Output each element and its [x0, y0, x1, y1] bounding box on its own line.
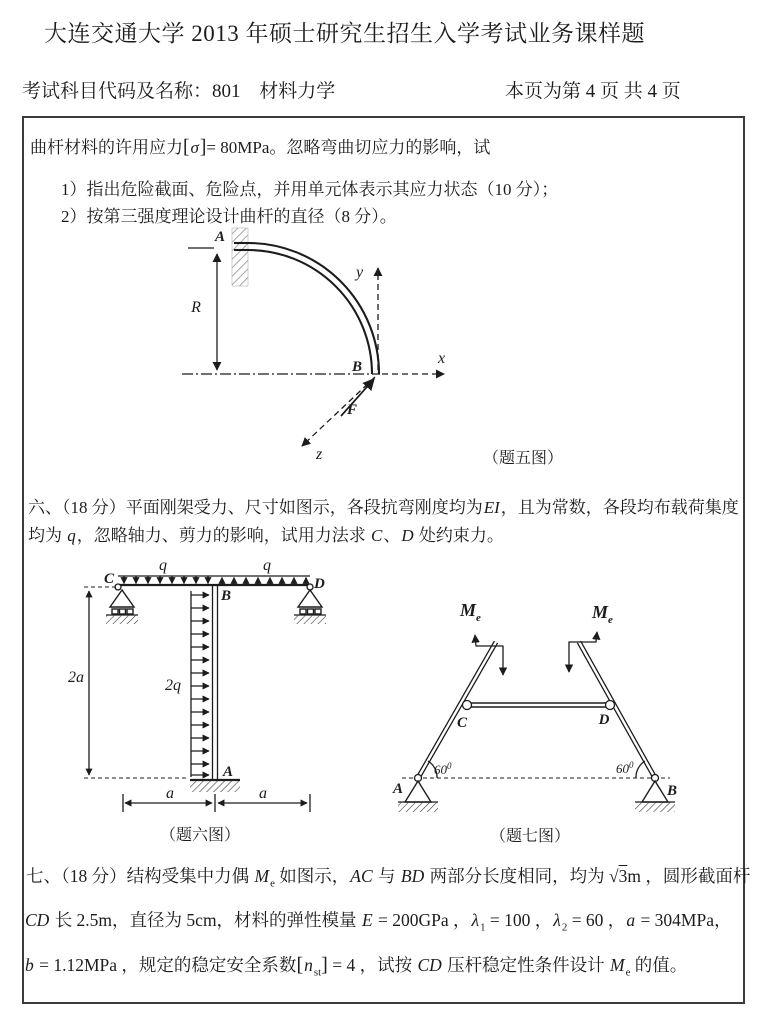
- point-B-label: B: [351, 359, 363, 375]
- radical-value: 3: [618, 866, 628, 886]
- point-C-label: C: [456, 715, 468, 731]
- var-lambda1: λ: [471, 910, 480, 930]
- fixed-support-A: [190, 780, 240, 792]
- distributed-load-2q: [191, 591, 209, 777]
- figure5-caption: （题五图）: [482, 450, 564, 467]
- point-C-label: C: [103, 571, 114, 587]
- sigma-symbol: σ: [190, 138, 199, 157]
- q7-seg: m ，圆形截面杆: [627, 866, 751, 886]
- bracket-close: ]: [321, 954, 328, 976]
- moment-Me-left-label: $M_e$: [460, 600, 481, 624]
- var-Me: M: [254, 866, 270, 886]
- figure7-caption: （题七图）: [489, 828, 571, 845]
- point-A-label: A: [393, 781, 404, 797]
- var-E: E: [361, 910, 373, 930]
- page-number-info: 本页为第 4 页 共 4 页: [505, 81, 681, 102]
- var-Me-sub: e: [625, 966, 631, 979]
- figure-q7-structure: [390, 580, 750, 850]
- var-AC: AC: [350, 866, 373, 886]
- distributed-load-up: [222, 578, 306, 586]
- y-axis-label: y: [356, 264, 364, 281]
- q5-intro-post: 。忽略弯曲切应力的影响，试: [269, 138, 491, 157]
- var-CD: CD: [25, 910, 50, 930]
- var-EI: EI: [483, 498, 500, 517]
- q5-intro: [30, 133, 490, 159]
- dim-a-right-label: a: [259, 785, 267, 802]
- radius-R-label: R: [191, 299, 201, 316]
- bracket-open: [: [296, 954, 304, 976]
- point-D-label: D: [598, 712, 610, 728]
- q6-seg: 处约束力。: [414, 526, 504, 545]
- var-q: q: [67, 526, 76, 545]
- var-nst-sub: st: [313, 966, 322, 979]
- q6-text-line1: [28, 493, 739, 518]
- q7-seg: 七、（18 分）结构受集中力偶: [26, 866, 254, 886]
- dim-a-left-label: a: [166, 785, 174, 802]
- subject-name: 材料力学: [259, 81, 336, 102]
- point-B-label: B: [221, 588, 232, 604]
- var-D: D: [401, 526, 414, 545]
- beam: [118, 576, 310, 585]
- var-lambda2-sub: 2: [561, 921, 568, 934]
- q7-text-line3: [24, 952, 687, 979]
- load-q-left-label: q: [159, 557, 167, 574]
- load-2q-label: 2q: [165, 677, 181, 694]
- q5-allowable-stress: = 80MPa: [206, 138, 270, 157]
- var-lambda1-sub: 1: [480, 921, 486, 934]
- x-axis-label: x: [438, 350, 446, 367]
- figure-q6-frame: [40, 555, 370, 850]
- q7-seg: 两部分长度相同，均为: [425, 866, 609, 886]
- var-BD: BD: [400, 866, 425, 886]
- q5-intro-pre: 曲杆材料的许用应力: [30, 138, 183, 157]
- q5-item-2: 2）按第三强度理论设计曲杆的直径（8 分）。: [61, 207, 397, 226]
- dim-2a-label: 2a: [68, 669, 84, 686]
- curved-bar: [234, 243, 379, 374]
- subject-label: 考试科目代码及名称：: [22, 81, 213, 102]
- distributed-load-down: [124, 576, 208, 584]
- wall-support: [232, 228, 248, 286]
- q6-seg: 均为: [28, 526, 67, 545]
- q7-seg: = 200GPa ，: [373, 910, 471, 930]
- force-F-label: F: [347, 402, 358, 418]
- moment-Me-right-label: $M_e$: [592, 602, 613, 626]
- var-C: C: [371, 526, 383, 545]
- bar-AC: [418, 642, 496, 778]
- q6-text-line2: [28, 521, 504, 546]
- q6-seg: ，且为常数，各段均布载荷集度: [500, 498, 739, 517]
- radical-sign: √: [608, 866, 619, 886]
- subject-code: 801: [212, 81, 241, 102]
- point-D-label: D: [314, 576, 325, 592]
- column-member: [213, 585, 218, 780]
- q7-seg: = 4 ，试按: [327, 955, 417, 975]
- q7-seg: = 100 ，: [485, 910, 553, 930]
- figure6-caption: （题六图）: [159, 827, 241, 844]
- dimension-a-a: [123, 794, 310, 812]
- support-C: [106, 584, 138, 624]
- q7-text-line1: [26, 863, 750, 890]
- var-a: a: [626, 910, 636, 930]
- bar-BD: [579, 642, 655, 778]
- q6-seg: 、: [383, 526, 401, 545]
- var-CD: CD: [417, 955, 442, 975]
- q6-seg: ，忽略轴力、剪力的影响，试用力法求: [76, 526, 370, 545]
- figure-q5-curved-bar: [150, 222, 610, 475]
- q7-seg: = 1.12MPa ，规定的稳定安全系数: [34, 955, 297, 975]
- q7-seg: = 60 ，: [567, 910, 626, 930]
- q7-seg: 压杆稳定性条件设计: [442, 955, 610, 975]
- q7-seg: 的值。: [630, 955, 688, 975]
- var-b: b: [25, 955, 34, 975]
- coordinate-axes: [302, 268, 444, 446]
- z-axis-label: z: [316, 446, 323, 463]
- q5-item-1: 1）指出危险截面、危险点，并用单元体表示其应力状态（10 分）；: [61, 180, 559, 199]
- load-q-right-label: q: [263, 557, 271, 574]
- var-lambda2: λ: [553, 910, 561, 930]
- point-A-label: A: [223, 764, 234, 780]
- var-Me-sub: e: [270, 877, 275, 890]
- bracket-close: ]: [199, 137, 207, 158]
- q7-seg: 长 2.5m，直径为 5cm，材料的弹性模量: [50, 910, 361, 930]
- var-nst: n: [304, 955, 313, 975]
- point-A-label: A: [214, 229, 226, 245]
- q7-seg: 与: [373, 866, 400, 886]
- angle-left-label: $60^0$: [434, 761, 452, 777]
- q7-seg: = 304MPa，: [636, 910, 732, 930]
- q7-seg: 如图示，: [274, 866, 350, 886]
- angle-arc-right: [636, 761, 645, 778]
- support-A: [398, 775, 438, 813]
- bar-CD: [463, 701, 615, 710]
- point-B-label: B: [667, 783, 678, 799]
- angle-right-label: $60^0$: [616, 760, 634, 776]
- subject-line: [22, 76, 335, 103]
- q6-seg: 六、（18 分）平面刚架受力、尺寸如图示，各段抗弯刚度均为: [28, 498, 483, 517]
- z-axis: [302, 377, 375, 446]
- q7-text-line2: [24, 907, 732, 934]
- bracket-open: [: [183, 137, 190, 158]
- page-title: 大连交通大学 2013 年硕士研究生招生入学考试业务课样题: [44, 21, 645, 46]
- force-F-arrow: [341, 379, 374, 416]
- var-Me: M: [610, 955, 625, 975]
